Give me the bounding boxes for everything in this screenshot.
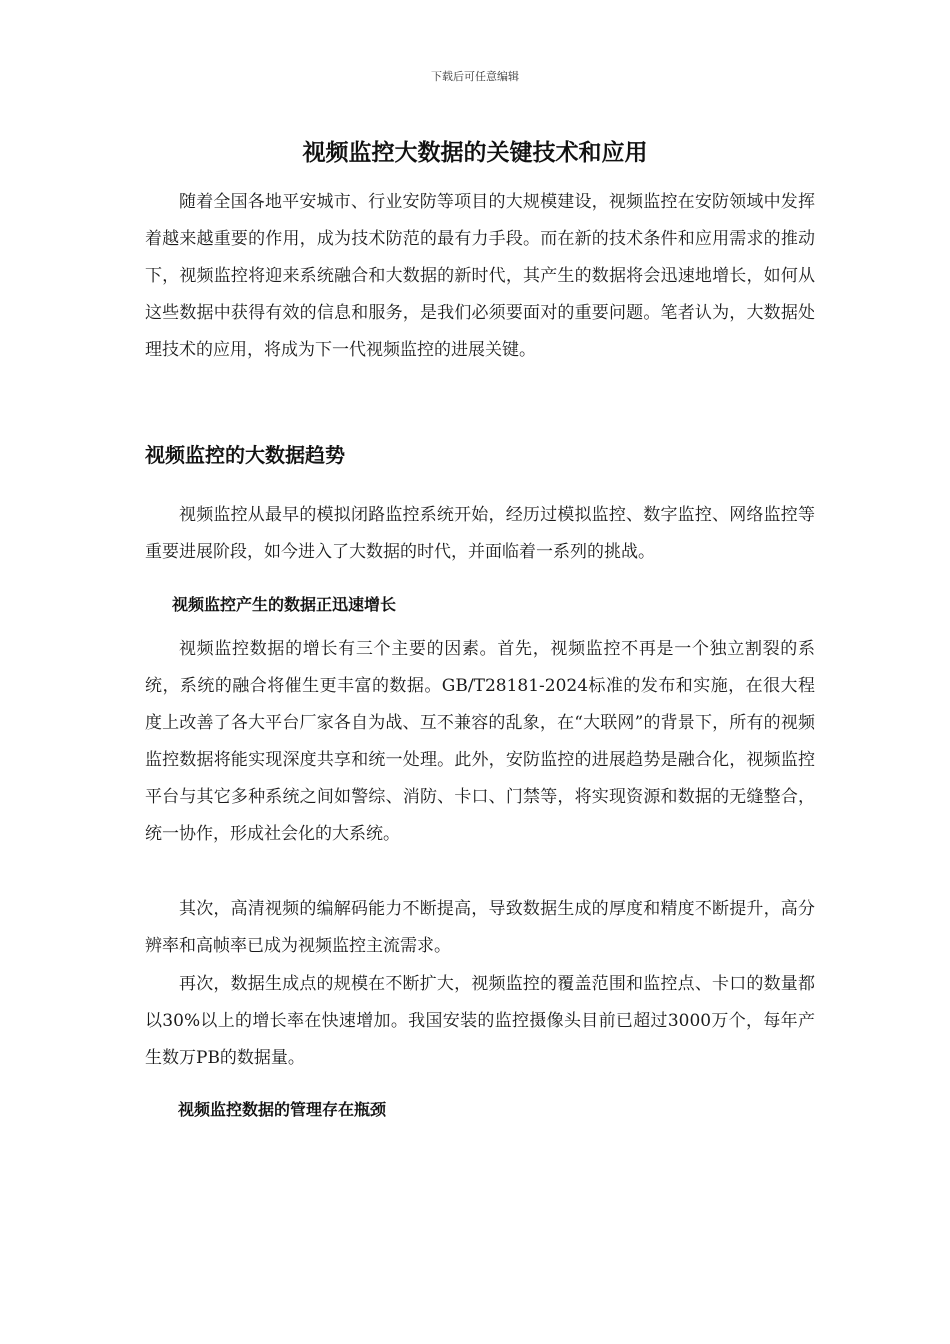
- body-paragraph: 视频监控数据的增长有三个主要的因素。首先，视频监控不再是一个独立割裂的系统，系统的融合将催生更丰富的数据。GB/T28181-2024标准的发布和实施，在很大程度上改善了各大平台厂家各自为战、互不兼容的乱象，在“大联网”的背景下，所有的视频监控数据将能实现深度共享和统一处理。此外，安防监控的进展趋势是融合化，视频监控平台与其它多种系统之间如警综、消防、卡口、门禁等，将实现资源和数据的无缝整合，统一协作，形成社会化的大系统。: [145, 639, 815, 844]
- intro-paragraph: 随着全国各地平安城市、行业安防等项目的大规模建设，视频监控在安防领域中发挥着越来越重要的作用，成为技术防范的最有力手段。而在新的技术条件和应用需求的推动下，视频监控将迎来系统融合和大数据的新时代，其产生的数据将会迅速地增长，如何从这些数据中获得有效的信息和服务，是我们必须要面对的重要问题。笔者认为，大数据处理技术的应用，将成为下一代视频监控的进展关键。: [145, 192, 815, 360]
- page-header-note: 下载后可任意编辑: [431, 70, 519, 83]
- section-heading: 视频监控的大数据趋势: [145, 443, 345, 467]
- section-paragraph: 视频监控从最早的模拟闭路监控系统开始，经历过模拟监控、数字监控、网络监控等重要进展阶段，如今进入了大数据的时代，并面临着一系列的挑战。: [145, 505, 815, 562]
- body-paragraph: 再次，数据生成点的规模在不断扩大，视频监控的覆盖范围和监控点、卡口的数量都以30%以上的增长率在快速增加。我国安装的监控摄像头目前已超过3000万个，每年产生数万PB的数据量。: [145, 974, 815, 1068]
- subsection-heading: 视频监控产生的数据正迅速增长: [172, 595, 397, 614]
- body-paragraph: 其次，高清视频的编解码能力不断提高，导致数据生成的厚度和精度不断提升，高分辨率和高帧率已成为视频监控主流需求。: [145, 899, 815, 956]
- subsection-heading: 视频监控数据的管理存在瓶颈: [178, 1100, 387, 1119]
- document-title: 视频监控大数据的关键技术和应用: [302, 140, 648, 166]
